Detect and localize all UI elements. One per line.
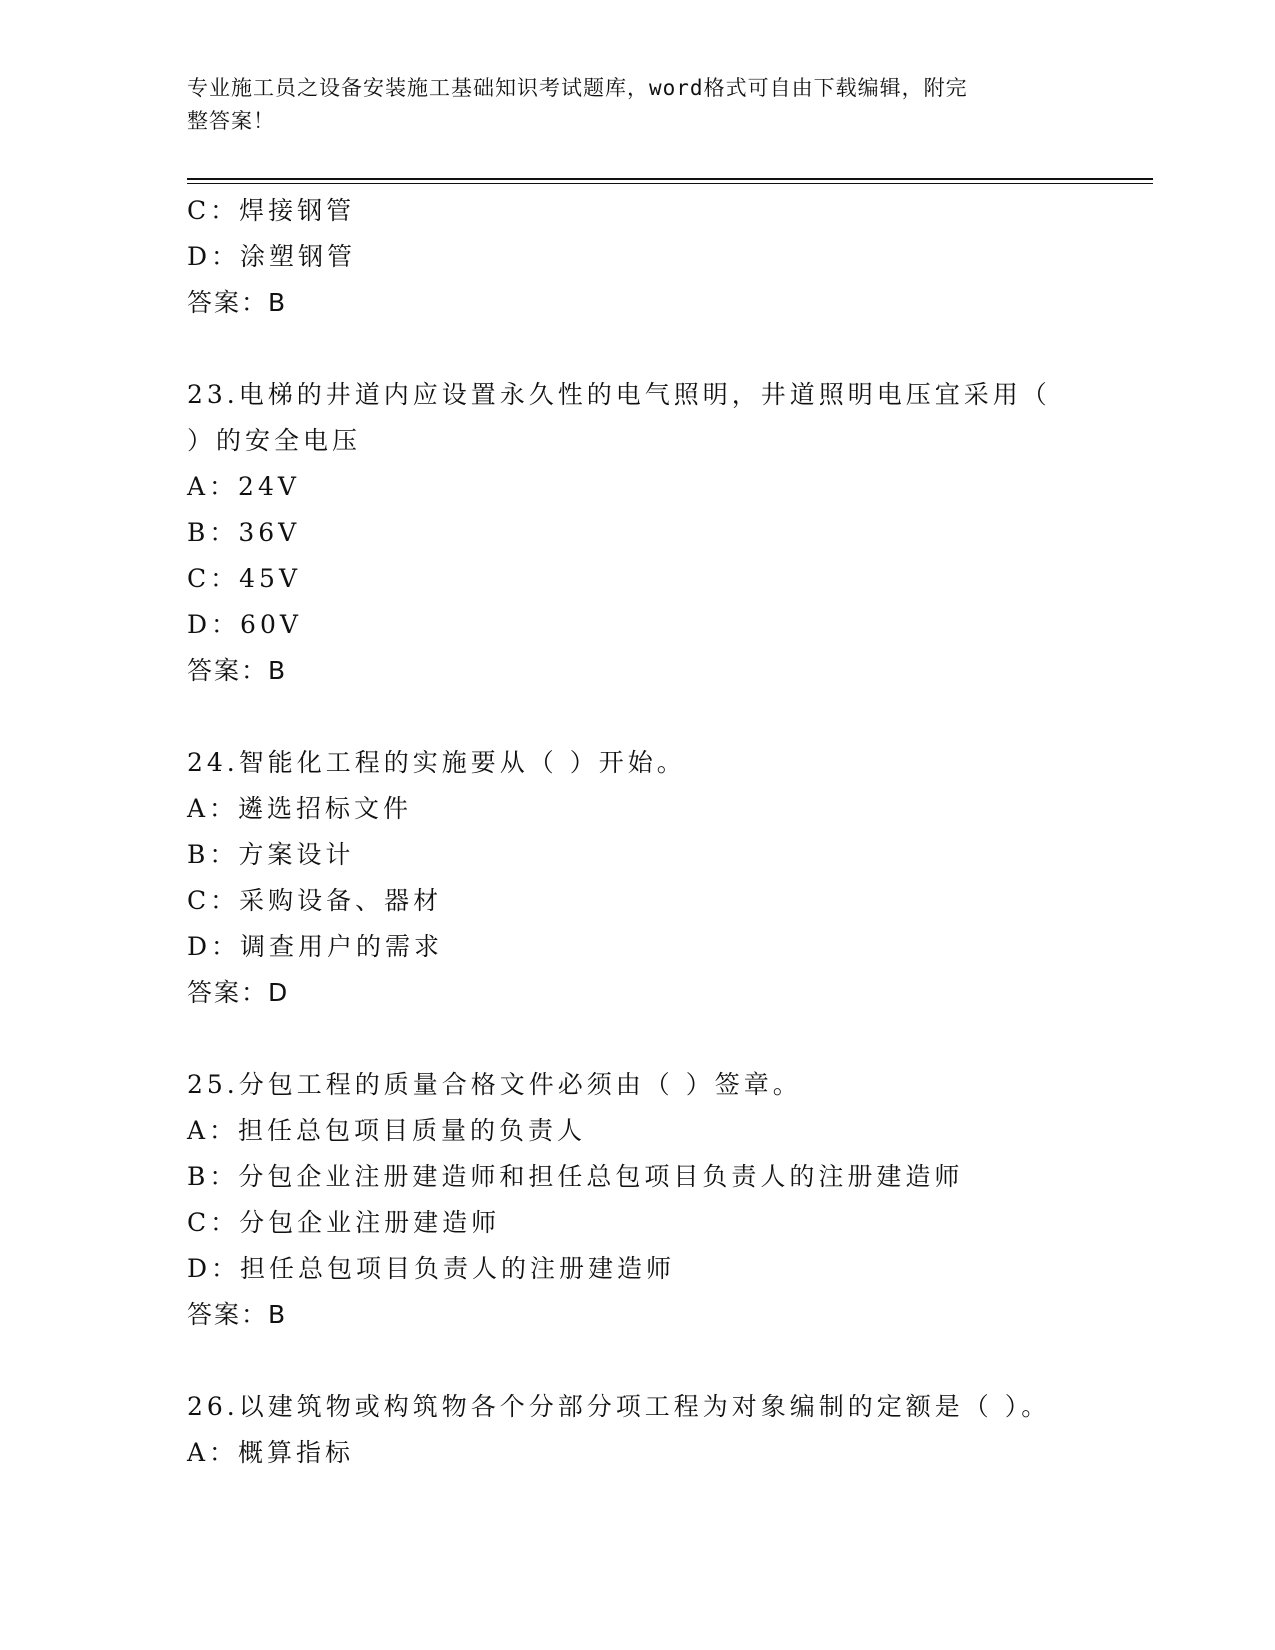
- spacer: [187, 1338, 1153, 1384]
- spacer: [187, 1016, 1153, 1062]
- question-stem: 25.分包工程的质量合格文件必须由（ ）签章。: [187, 1070, 802, 1099]
- option-c: C：采购设备、器材: [187, 886, 443, 915]
- option-a: A：担任总包项目质量的负责人: [187, 1116, 587, 1145]
- question-26: [187, 1384, 1153, 1476]
- answer: 答案：B: [187, 656, 288, 685]
- question-stem: 26.以建筑物或构筑物各个分部分项工程为对象编制的定额是（ ）。: [187, 1392, 1051, 1421]
- spacer: [187, 326, 1153, 372]
- header-divider-thick: [187, 178, 1153, 180]
- option-d: D：涂塑钢管: [187, 242, 357, 271]
- option-b: B：36V: [187, 518, 301, 547]
- question-stem: 24.智能化工程的实施要从（ ）开始。: [187, 748, 686, 777]
- option-b: B：方案设计: [187, 840, 355, 869]
- page-header: [187, 72, 1067, 138]
- question-24: [187, 740, 1153, 1016]
- header-line-2: 整答案！: [187, 109, 275, 133]
- option-a: A：24V: [187, 472, 300, 501]
- question-22: [187, 188, 1153, 326]
- question-stem-line-1: 23.电梯的井道内应设置永久性的电气照明，井道照明电压宜采用（: [187, 380, 1051, 409]
- option-c: C：焊接钢管: [187, 196, 356, 225]
- header-divider-thin: [187, 183, 1153, 184]
- option-d: D：担任总包项目负责人的注册建造师: [187, 1254, 676, 1283]
- option-b: B：分包企业注册建造师和担任总包项目负责人的注册建造师: [187, 1162, 964, 1191]
- option-d: D：调查用户的需求: [187, 932, 444, 961]
- option-c: C：分包企业注册建造师: [187, 1208, 501, 1237]
- option-a: A：概算指标: [187, 1438, 355, 1467]
- question-25: [187, 1062, 1153, 1338]
- option-d: D：60V: [187, 610, 302, 639]
- answer: 答案：B: [187, 1300, 288, 1329]
- header-line-1: 专业施工员之设备安装施工基础知识考试题库，word格式可自由下载编辑，附完: [187, 76, 968, 100]
- answer: 答案：D: [187, 978, 290, 1007]
- option-a: A：遴选招标文件: [187, 794, 413, 823]
- question-23: [187, 372, 1153, 694]
- question-list: [187, 188, 1153, 1476]
- option-c: C：45V: [187, 564, 301, 593]
- question-stem-line-2: ）的安全电压: [187, 426, 362, 455]
- spacer: [187, 694, 1153, 740]
- answer: 答案：B: [187, 288, 288, 317]
